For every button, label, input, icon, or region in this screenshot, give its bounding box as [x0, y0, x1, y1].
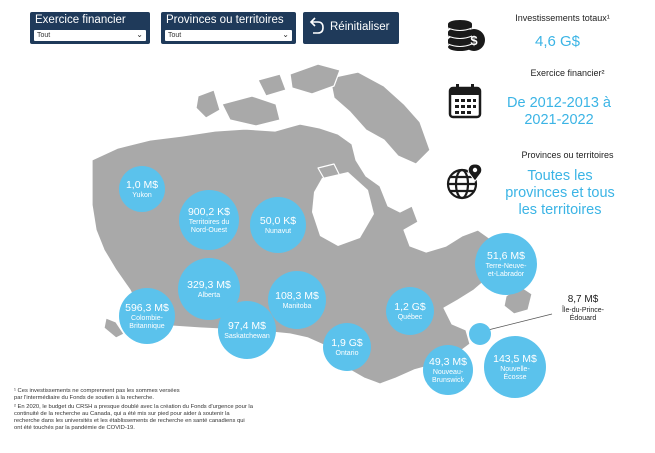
region-name: Ontario — [335, 349, 359, 357]
region-amount: 1,0 M$ — [125, 178, 159, 191]
region-name: Nouveau-Brunswick — [432, 368, 464, 384]
canada-mainland-shape — [92, 124, 496, 384]
bubble-nova-scotia[interactable] — [484, 336, 546, 398]
undo-arrow-icon — [308, 17, 326, 37]
bubble-quebec[interactable] — [386, 287, 434, 335]
fiscal-year-filter-title: Exercice financier — [35, 14, 126, 26]
province-select[interactable] — [165, 30, 292, 41]
footnote-2 — [14, 404, 253, 432]
province-filter-title: Provinces ou territoires — [166, 14, 284, 26]
chevron-down-icon: ⌄ — [136, 30, 143, 39]
footnote-2-line-4: ont été touchés par la pandémie de COVID-19. — [14, 425, 135, 431]
footnote-1-line-1: ¹ Ces investissements ne comprennent pas les sommes versées — [14, 388, 180, 394]
region-name: Territoires du Nord-Ouest — [188, 218, 230, 234]
victoria-island-shape — [222, 96, 280, 126]
calendar-icon — [448, 83, 482, 119]
pei-bubble — [469, 323, 491, 345]
bubble-newfoundland-labrador[interactable] — [475, 233, 537, 295]
bubble-ontario[interactable] — [323, 323, 371, 371]
bubble-british-columbia[interactable] — [119, 288, 175, 344]
provinces-kpi-label: Provinces ou territoires — [521, 150, 614, 160]
region-amount: 49,3 M$ — [429, 355, 467, 368]
investments-label: Investissements totaux¹ — [515, 13, 610, 23]
region-amount: 1,2 G$ — [394, 300, 426, 313]
region-name: Manitoba — [282, 302, 312, 310]
fiscal-year-select[interactable] — [34, 30, 146, 41]
globe-pin-icon — [445, 162, 485, 202]
region-amount: 50,0 K$ — [259, 214, 297, 227]
bubble-manitoba[interactable] — [268, 271, 326, 329]
footnote-1-line-2: par l'intermédiaire du Fonds de soutien à la recherche. — [14, 395, 154, 401]
bubble-yukon[interactable] — [119, 166, 165, 212]
region-name: Terre-Neuve-et-Labrador — [485, 262, 527, 278]
footnote-2-line-3: recherche dans les universités et les établissements de recherche en santé canadiens qui — [14, 418, 245, 424]
pei-label — [548, 294, 618, 323]
region-name: Alberta — [197, 291, 221, 299]
pei-amount: 8,7 M$ — [567, 294, 599, 305]
region-name: Nunavut — [264, 227, 292, 235]
reset-button-label: Réinitialiser — [330, 21, 390, 33]
region-amount: 108,3 M$ — [275, 289, 319, 302]
region-amount: 596,3 M$ — [125, 301, 169, 314]
pei-name: Île-du-Prince-Édouard — [561, 307, 604, 322]
bubble-nunavut[interactable] — [250, 197, 306, 253]
region-name: Québec — [397, 313, 423, 321]
pei-connector-line — [488, 314, 552, 330]
bubble-new-brunswick[interactable] — [423, 345, 473, 395]
region-name: Nouvelle-Écosse — [500, 365, 530, 381]
provinces-kpi-value: Toutes les provinces et tous les territoires — [505, 168, 615, 218]
fiscal-year-kpi-value: De 2012-2013 à 2021-2022 — [507, 95, 611, 128]
footnote-1 — [14, 388, 180, 402]
region-amount: 900,2 K$ — [187, 205, 231, 218]
province-filter[interactable] — [161, 12, 296, 44]
fiscal-year-select-value: Tout — [37, 32, 51, 39]
svg-text:$: $ — [470, 33, 478, 48]
footnote-2-line-2: continuité de la recherche au Canada, qui a été mis sur pied pour aider à soutenir la — [14, 411, 230, 417]
region-amount: 329,3 M$ — [187, 278, 231, 291]
arctic-island-shape — [258, 74, 286, 96]
reset-button[interactable] — [303, 12, 399, 44]
chevron-down-icon: ⌄ — [282, 30, 289, 39]
region-amount: 51,6 M$ — [487, 249, 525, 262]
banks-island-shape — [196, 90, 220, 118]
region-name: Yukon — [132, 191, 152, 199]
footnote-2-line-1: ² En 2020, le budget du CRSH a presque doublé avec la création du Fonds d'urgence pour la — [14, 404, 253, 410]
region-amount: 1,9 G$ — [331, 336, 363, 349]
bubble-northwest-territories[interactable] — [179, 190, 239, 250]
fiscal-year-filter[interactable] — [30, 12, 150, 44]
region-name: Colombie-Britannique — [129, 314, 165, 330]
investments-value: 4,6 G$ — [534, 33, 581, 50]
region-amount: 143,5 M$ — [493, 352, 537, 365]
region-name: Saskatchewan — [224, 332, 270, 340]
bubble-saskatchewan[interactable] — [218, 301, 276, 359]
province-select-value: Tout — [168, 32, 182, 39]
money-stack-icon — [445, 14, 487, 54]
fiscal-year-kpi-label: Exercice financier² — [530, 68, 605, 78]
region-amount: 97,4 M$ — [228, 319, 266, 332]
